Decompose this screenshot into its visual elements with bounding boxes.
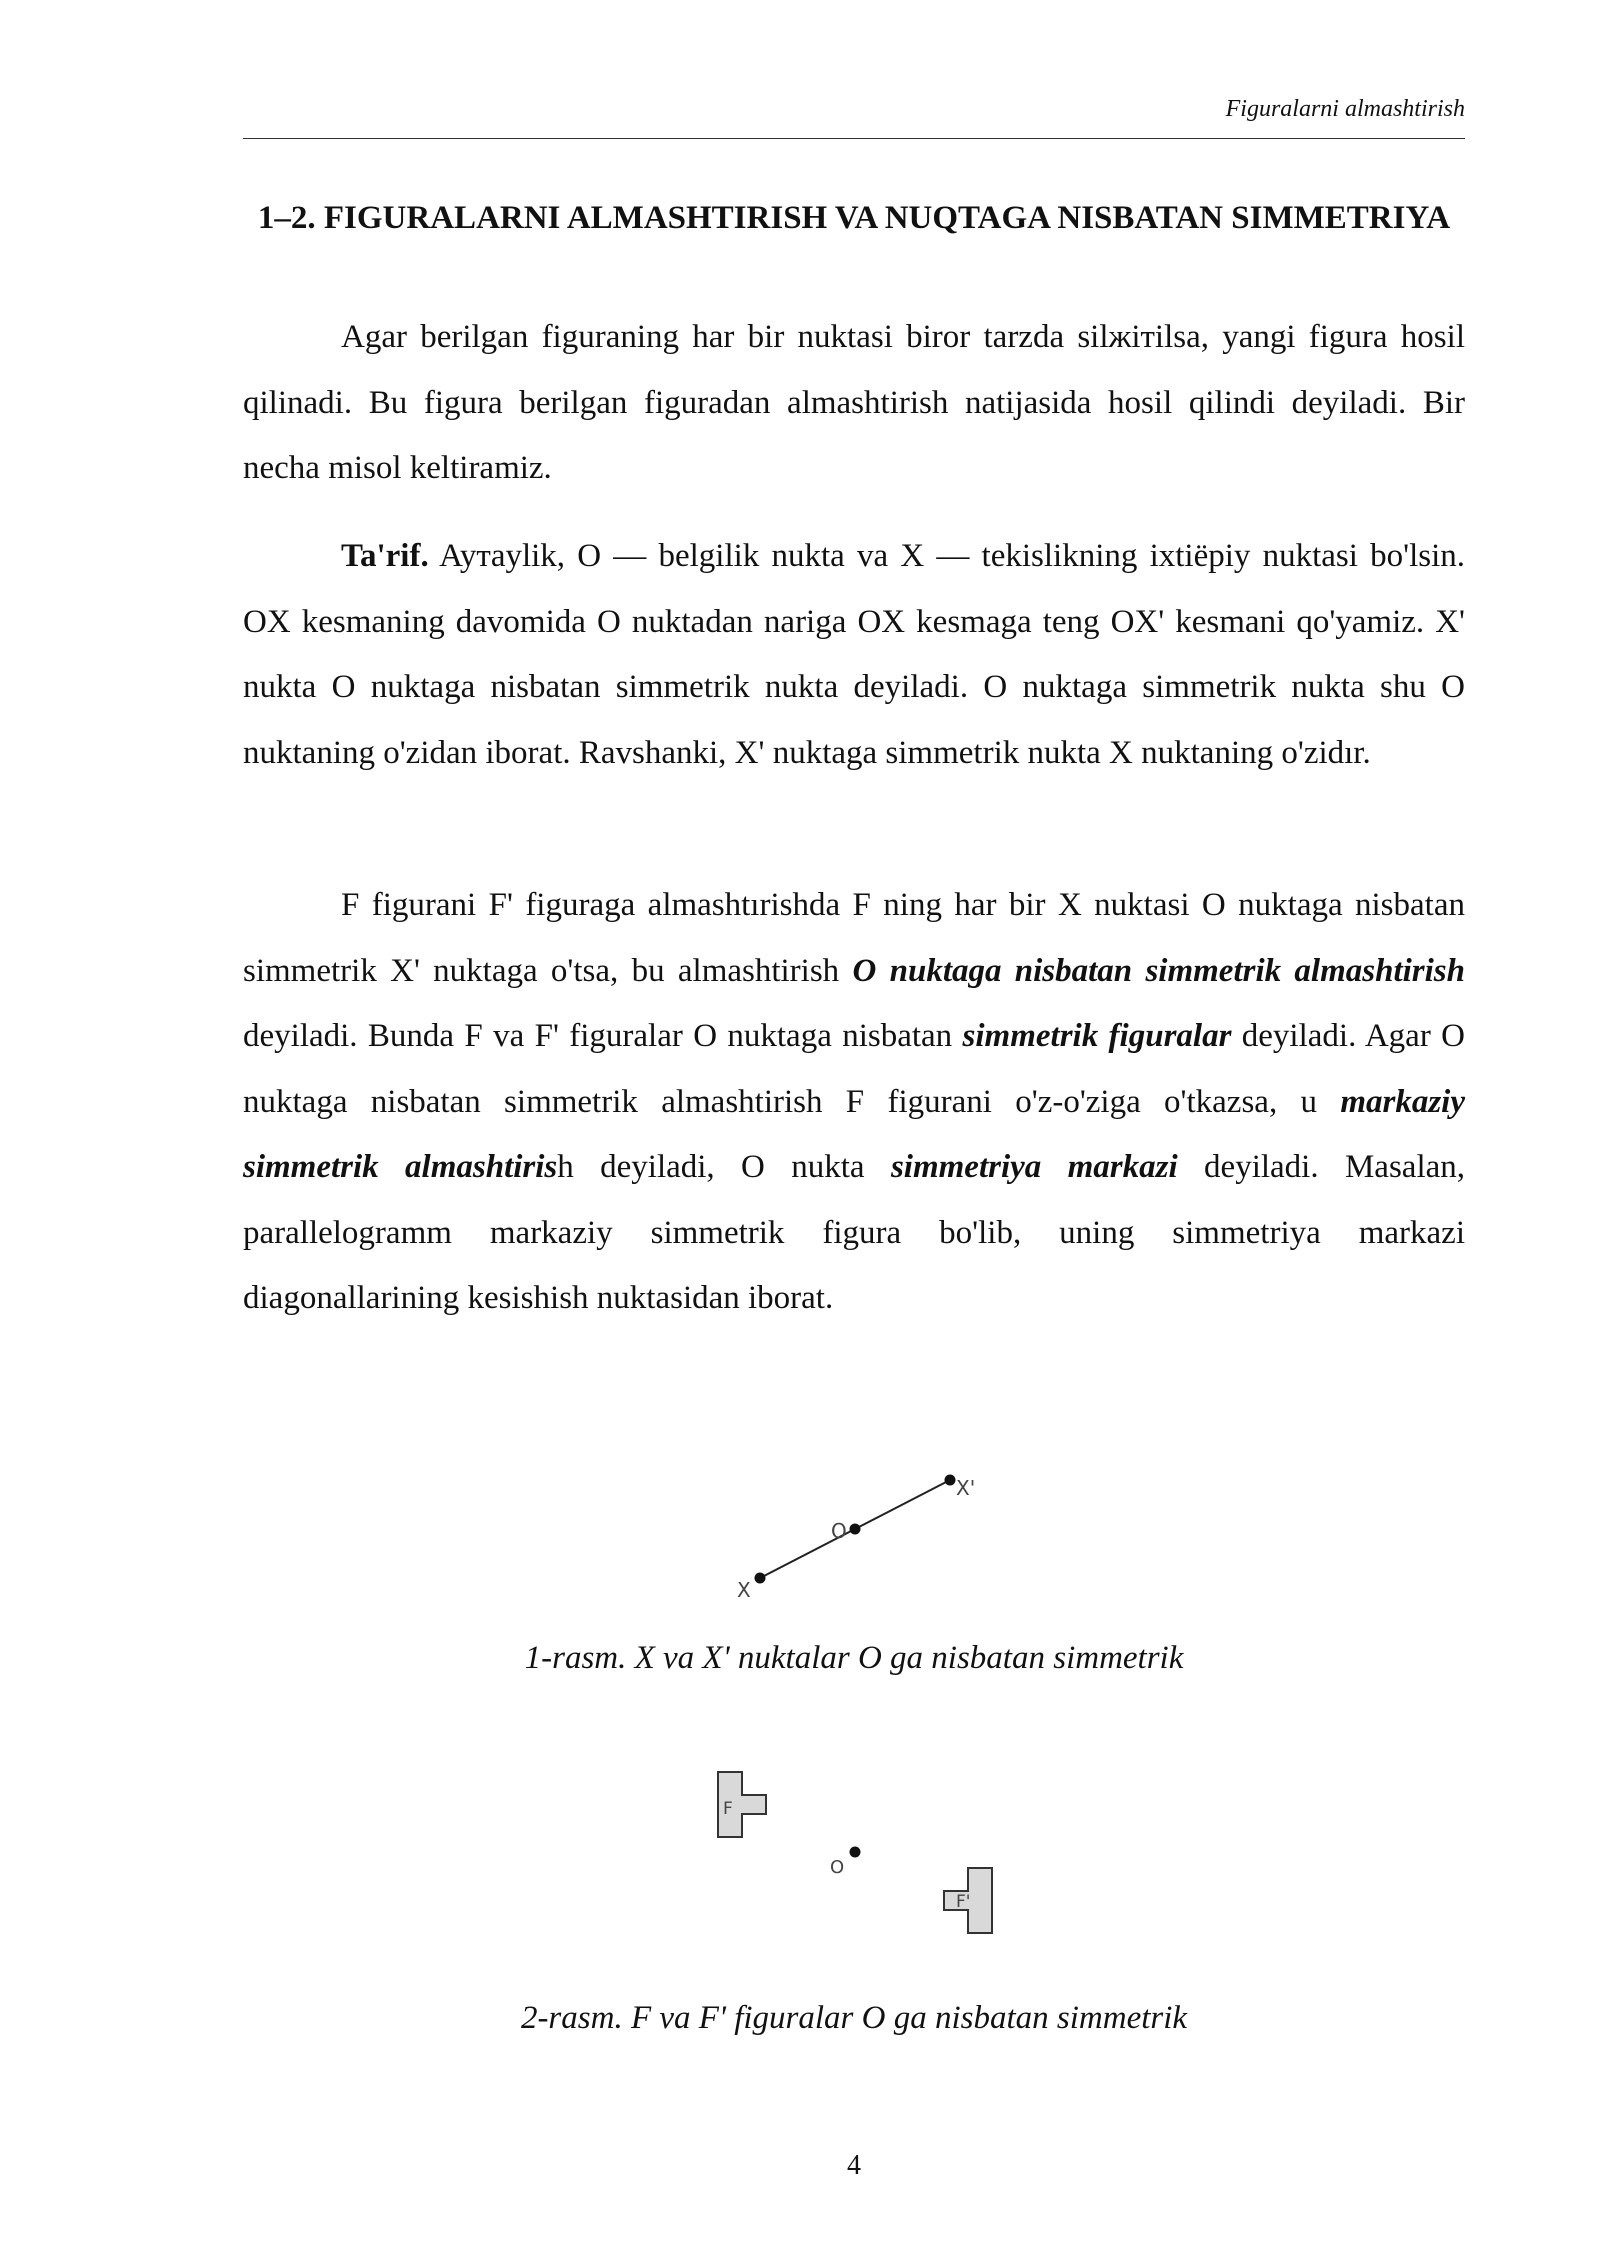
symmetry-text-e: deyiladi. Masalan, parallelogramm markaziy simmetrik figura bo'lib, uning simmetriya markazi diagonallarining kesishish nuktasidan iborat. bbox=[243, 1149, 1466, 1316]
term-central-symmetric-transformation: markaziy simmetrik almashtiris bbox=[243, 1083, 1465, 1185]
page-number: 4 bbox=[847, 2150, 861, 2181]
header-rule bbox=[243, 138, 1465, 139]
label-x: X bbox=[737, 1578, 751, 1602]
point-o bbox=[850, 1524, 861, 1535]
definition-text: Ayтaylik, O — belgilik nukta va X — tekislikning ixtiёpiy nuktasi bo'lsin. OX kesmaning davomida O nuktadan nariga OX kesmaga teng OX' kesmani qo'yamiz. X' nukta O nuktaga nisbatan simmetrik nukta deyiladi. O nuktaga simmetrik nukta shu O nuktaning o'zidan iborat. Ravshanki, X' nuktaga simmetrik nukta X nuktaning o'zidır. bbox=[243, 538, 1465, 771]
point-x-prime bbox=[945, 1475, 956, 1486]
symmetry-text-b: deyiladi. Bunda F va F' figuralar O nuktaga nisbatan bbox=[243, 1018, 963, 1054]
point-x bbox=[755, 1573, 766, 1584]
label-o: O bbox=[831, 1519, 847, 1543]
figure-1-diagram bbox=[700, 1455, 1000, 1605]
definition-paragraph bbox=[243, 524, 1465, 786]
label-o: O bbox=[830, 1857, 845, 1878]
symmetry-text-c: deyiladi. Agar O nuktaga nisbatan simmetrik almashtirish F figurani o'z-o'ziga o'tkazsa, u bbox=[243, 1018, 1465, 1120]
label-f-prime: F' bbox=[956, 1892, 971, 1912]
intro-paragraph: Agar berilgan figuraning har bir nuktasi biror tarzda silжiтilsa, yangi figura hosil qilinadi. Bu figura berilgan figuradan almashtirish natijasida hosil qilindi deyiladi. Bir necha misol keltiramiz. bbox=[243, 319, 1465, 486]
figure-1-caption: 1-rasm. X va X' nuktalar O ga nisbatan simmetrik bbox=[524, 1640, 1184, 1676]
point-o bbox=[850, 1847, 861, 1858]
symmetry-text-d: h deyiladi, O nukta bbox=[557, 1149, 891, 1185]
symmetry-paragraph bbox=[243, 873, 1465, 1332]
figure-2-caption: 2-rasm. F va F' figuralar O ga nisbatan simmetrik bbox=[520, 2000, 1188, 2036]
label-x-prime: X' bbox=[956, 1476, 976, 1500]
definition-label: Ta'rif. bbox=[341, 538, 429, 574]
running-header: Figuralarni almashtirish bbox=[1225, 96, 1465, 122]
label-f: F bbox=[723, 1799, 733, 1819]
figure-2-diagram bbox=[700, 1755, 1020, 1945]
term-symmetry-center: simmetriya markazi bbox=[890, 1149, 1178, 1185]
term-central-symmetry-transformation: O nuktaga nisbatan simmetrik almashtirish bbox=[852, 952, 1465, 989]
symmetry-text-a: F figurani F' figuraga almashtırishda F ning har bir X nuktasi O nuktaga nisbatan simmetrik X' nuktaga o'tsa, bu almashtirish bbox=[243, 887, 1465, 989]
term-symmetric-figures: simmetrik figuralar bbox=[962, 1018, 1232, 1054]
section-title: 1–2. FIGURALARNI ALMASHTIRISH VA NUQTAGA NISBATAN SIMMETRIYA bbox=[257, 200, 1451, 236]
